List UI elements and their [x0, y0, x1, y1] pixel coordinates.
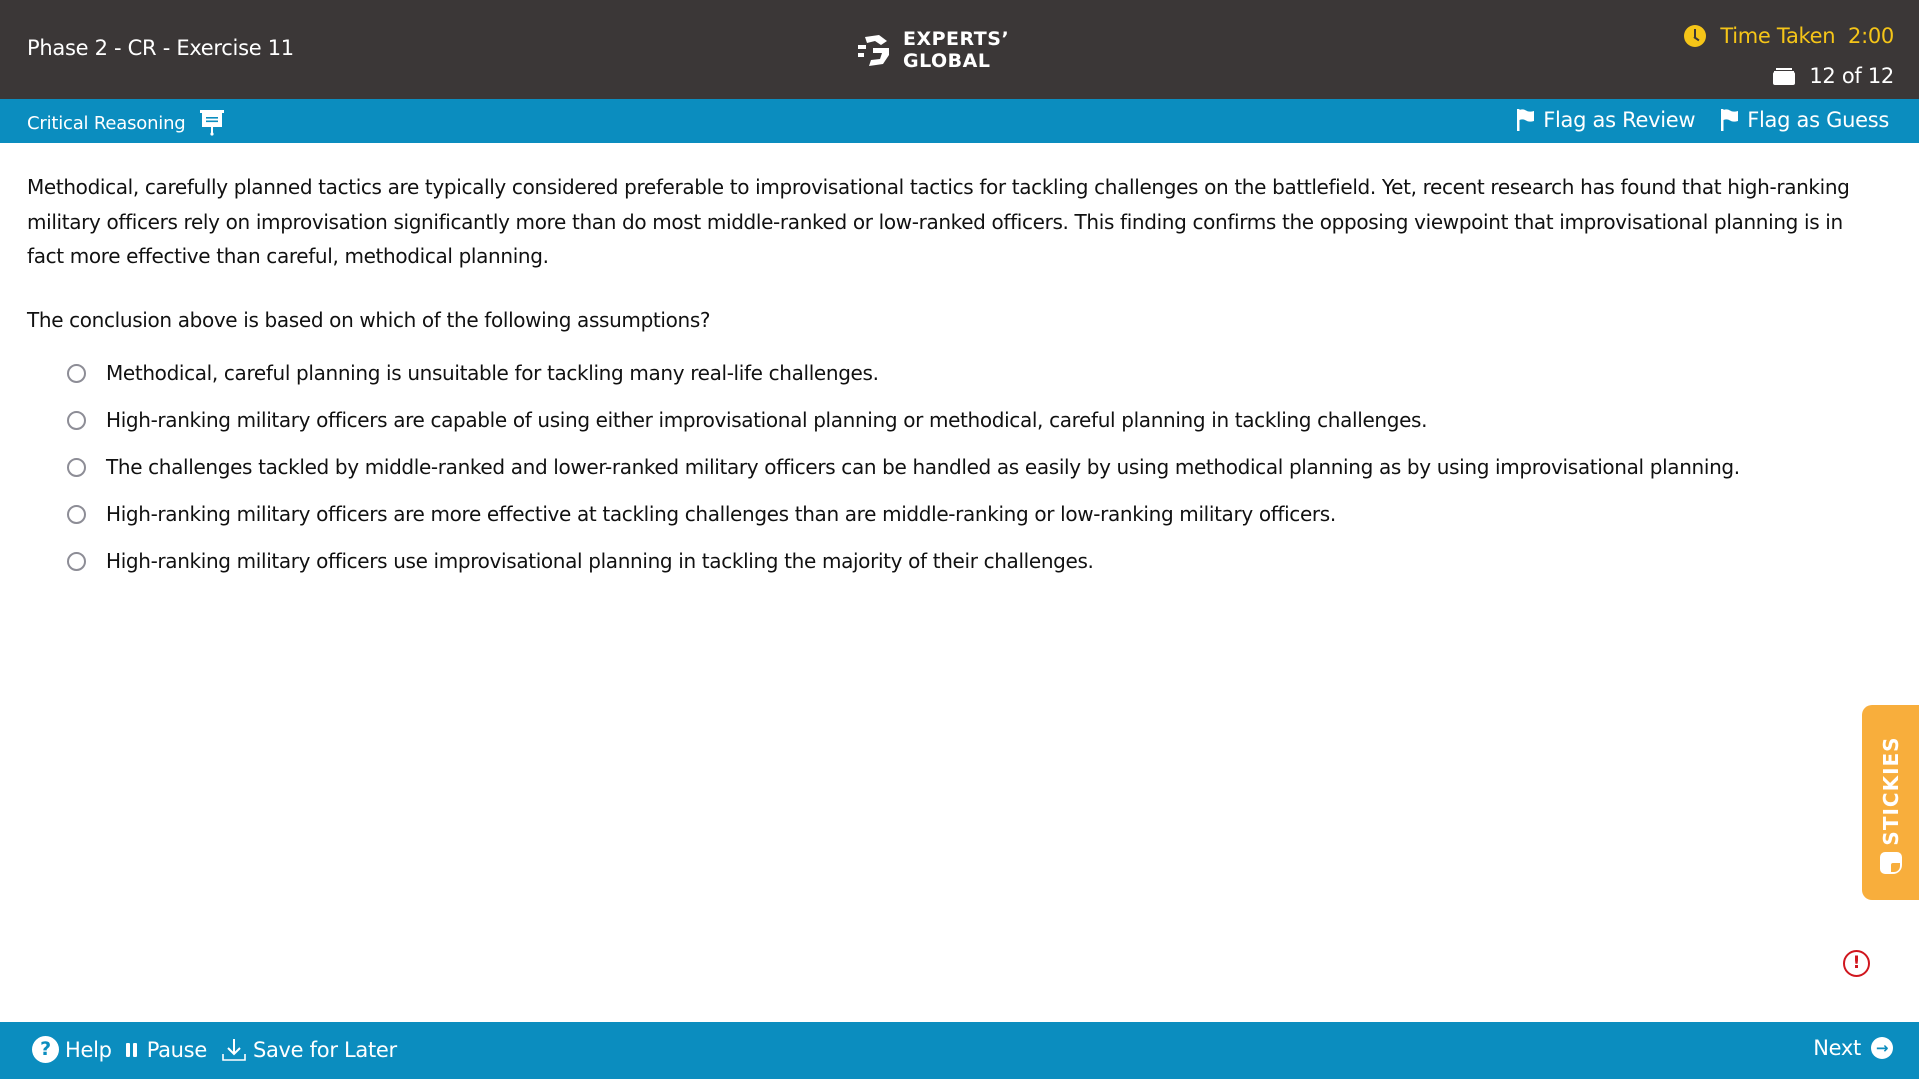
logo-g-icon	[855, 31, 893, 69]
timer-label: Time Taken	[1720, 24, 1836, 48]
bottom-toolbar	[0, 1022, 1919, 1079]
answer-option-e[interactable]	[27, 538, 1862, 585]
answer-options	[27, 350, 1862, 585]
pause-icon	[126, 1043, 137, 1057]
logo-text: EXPERTS’ GLOBAL	[903, 28, 1010, 72]
section-bar	[0, 99, 1919, 143]
flag-icon	[1517, 109, 1535, 131]
help-icon: ?	[32, 1036, 59, 1063]
radio-button[interactable]	[67, 364, 86, 383]
answer-option-c[interactable]	[27, 444, 1862, 491]
flag-as-guess-button[interactable]: Flag as Guess	[1721, 108, 1889, 132]
sticky-note-icon	[1880, 852, 1902, 874]
question-stack-icon	[1773, 67, 1795, 85]
answer-option-b[interactable]	[27, 397, 1862, 444]
footer-actions	[32, 1036, 411, 1063]
option-text: High-ranking military officers are more effective at tackling challenges than are middle-ranking or low-ranking military officers.	[106, 502, 1336, 526]
exercise-title: Phase 2 - CR - Exercise 11	[27, 36, 294, 60]
stickies-label: STICKIES	[1878, 736, 1903, 846]
time-taken	[1684, 24, 1894, 48]
pause-button[interactable]: Pause	[126, 1038, 207, 1062]
radio-button[interactable]	[67, 458, 86, 477]
question-counter-text: 12 of 12	[1809, 64, 1894, 88]
next-button[interactable]: Next →	[1813, 1036, 1893, 1060]
radio-button[interactable]	[67, 552, 86, 571]
flag-icon	[1721, 109, 1739, 131]
section-label: Critical Reasoning	[27, 112, 186, 134]
option-text: High-ranking military officers are capable of using either improvisational planning or methodical, careful planning in tackling challenges.	[106, 408, 1428, 432]
option-text: High-ranking military officers use improvisational planning in tackling the majority of their challenges.	[106, 549, 1094, 573]
radio-button[interactable]	[67, 505, 86, 524]
timer-value: 2:00	[1848, 24, 1894, 48]
answer-option-d[interactable]	[27, 491, 1862, 538]
experts-global-logo	[855, 25, 1009, 75]
section-name	[27, 110, 224, 136]
option-text: Methodical, careful planning is unsuitable for tackling many real-life challenges.	[106, 361, 879, 385]
radio-button[interactable]	[67, 411, 86, 430]
option-text: The challenges tackled by middle-ranked and lower-ranked military officers can be handled as easily by using methodical planning as by using improvisational planning.	[106, 455, 1740, 479]
presentation-board-icon[interactable]	[200, 110, 224, 136]
flag-as-review-button[interactable]: Flag as Review	[1517, 108, 1695, 132]
stickies-tab[interactable]	[1862, 705, 1919, 900]
answer-option-a[interactable]	[27, 350, 1862, 397]
download-icon	[221, 1038, 247, 1062]
flag-controls	[1517, 108, 1889, 132]
top-header	[0, 0, 1919, 99]
arrow-right-circle-icon: →	[1871, 1037, 1893, 1059]
question-content	[27, 170, 1862, 585]
question-counter	[1773, 64, 1894, 88]
save-for-later-button[interactable]: Save for Later	[221, 1038, 397, 1062]
help-button[interactable]: ? Help	[32, 1036, 112, 1063]
report-error-icon[interactable]: !	[1843, 950, 1870, 977]
passage-text: Methodical, carefully planned tactics are typically considered preferable to improvisational tactics for tackling challenges on the battlefield. Yet, recent research has found that high-ranking military officers rely on improvisation significantly more than do most middle-ranked or low-ranked officers. This finding confirms the opposing viewpoint that improvisational planning is in fact more effective than careful, methodical planning.	[27, 175, 1850, 268]
question-stem: The conclusion above is based on which of the following assumptions?	[27, 307, 711, 332]
clock-icon	[1684, 25, 1706, 47]
